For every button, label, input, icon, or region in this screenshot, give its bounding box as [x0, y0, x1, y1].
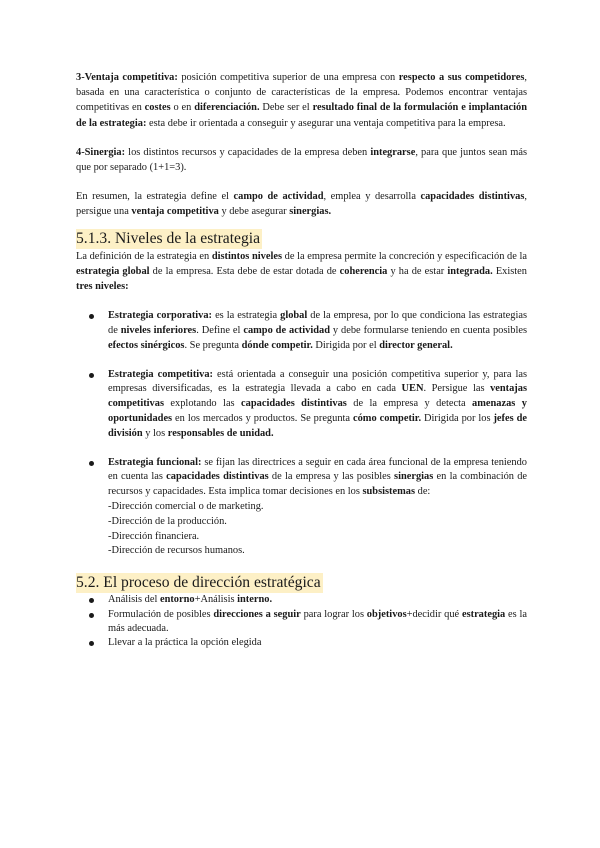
list-item-competitiva: Estrategia competitiva: está orientada a conseguir una posición competitiva superior y, para las empresas diversificadas, es la estrategia llevada a cabo en cada UEN. Persigue las ventajas competitivas explotando las capacidades distintivas de la empresa y detecta amenazas y oportunidades en los mercados y productos. Se pregunta cómo competir. Dirigida por los jefes de división y los responsables de unidad. — [76, 368, 527, 442]
section-heading-niveles: 5.1.3. Niveles de la estrategia — [76, 229, 261, 247]
subsystem-item: -Dirección de la producción. — [108, 515, 227, 527]
bullet-icon — [89, 598, 94, 603]
term-ventaja-competitiva: 3-Ventaja competitiva: — [76, 72, 178, 83]
subsystem-item: -Dirección financiera. — [108, 530, 200, 542]
paragraph-niveles-intro: La definición de la estrategia en distintos niveles de la empresa permite la concreción y especificación de la estrategia global de la empresa. Esta debe de estar dotada de coherencia y ha de estar integrada. Existen tres niveles: — [76, 250, 527, 293]
list-item-corporativa: Estrategia corporativa: es la estrategia global de la empresa, por lo que condiciona las estrategias de niveles inferiores. Define el campo de actividad y debe formularse teniendo en cuenta posibles efectos sinérgicos. Se pregunta dónde competir. Dirigida por el director general. — [76, 309, 527, 353]
paragraph-resumen: En resumen, la estrategia define el campo de actividad, emplea y desarrolla capacidades distintivas, persigue una ventaja competitiva y debe asegurar sinergias. — [76, 191, 527, 218]
list-item-funcional: Estrategia funcional: se fijan las directrices a seguir en cada área funcional de la empresa teniendo en cuenta las capacidades distintivas de la empresa y las posibles sinergias en la combinación de recursos y capacidades. Esta implica tomar decisiones en los subsistemas de: -Dirección comercial o de marketing. -Dirección de la producción. -Dirección financiera. -Dirección de recursos humanos. — [76, 456, 527, 560]
document-page — [76, 70, 527, 651]
niveles-list — [76, 309, 527, 559]
bullet-icon — [89, 641, 94, 646]
list-item-implantacion: Llevar a la práctica la opción elegida — [76, 636, 527, 650]
bullet-icon — [89, 314, 94, 319]
paragraph-sinergia: 4-Sinergia: los distintos recursos y capacidades de la empresa deben integrarse, para que juntos sean más que por separado (1+1=3). — [76, 146, 527, 174]
proceso-list — [76, 593, 527, 651]
term-sinergia: 4-Sinergia: — [76, 146, 126, 158]
paragraph-ventaja-competitiva: 3-Ventaja competitiva: posición competitiva superior de una empresa con respecto a sus competidores, basada en una característica o conjunto de características de la empresa. Podemos encontrar ventajas competitivas en costes o en diferenciación. Debe ser el resultado final de la formulación e implantación de la estrategia: esta debe ir orientada a conseguir y asegurar una ventaja competitiva para la empresa. — [76, 72, 527, 129]
subsystem-item: -Dirección de recursos humanos. — [108, 545, 245, 557]
bullet-icon — [89, 613, 94, 618]
list-item-formulacion: Formulación de posibles direcciones a seguir para lograr los objetivos+decidir qué estrategia es la más adecuada. — [76, 608, 527, 637]
bullet-icon — [89, 461, 94, 466]
section-heading-proceso: 5.2. El proceso de dirección estratégica — [76, 574, 321, 592]
list-item-analisis: Análisis del entorno+Análisis interno. — [76, 593, 527, 607]
subsystem-item: -Dirección comercial o de marketing. — [108, 501, 264, 512]
bullet-icon — [89, 373, 94, 378]
